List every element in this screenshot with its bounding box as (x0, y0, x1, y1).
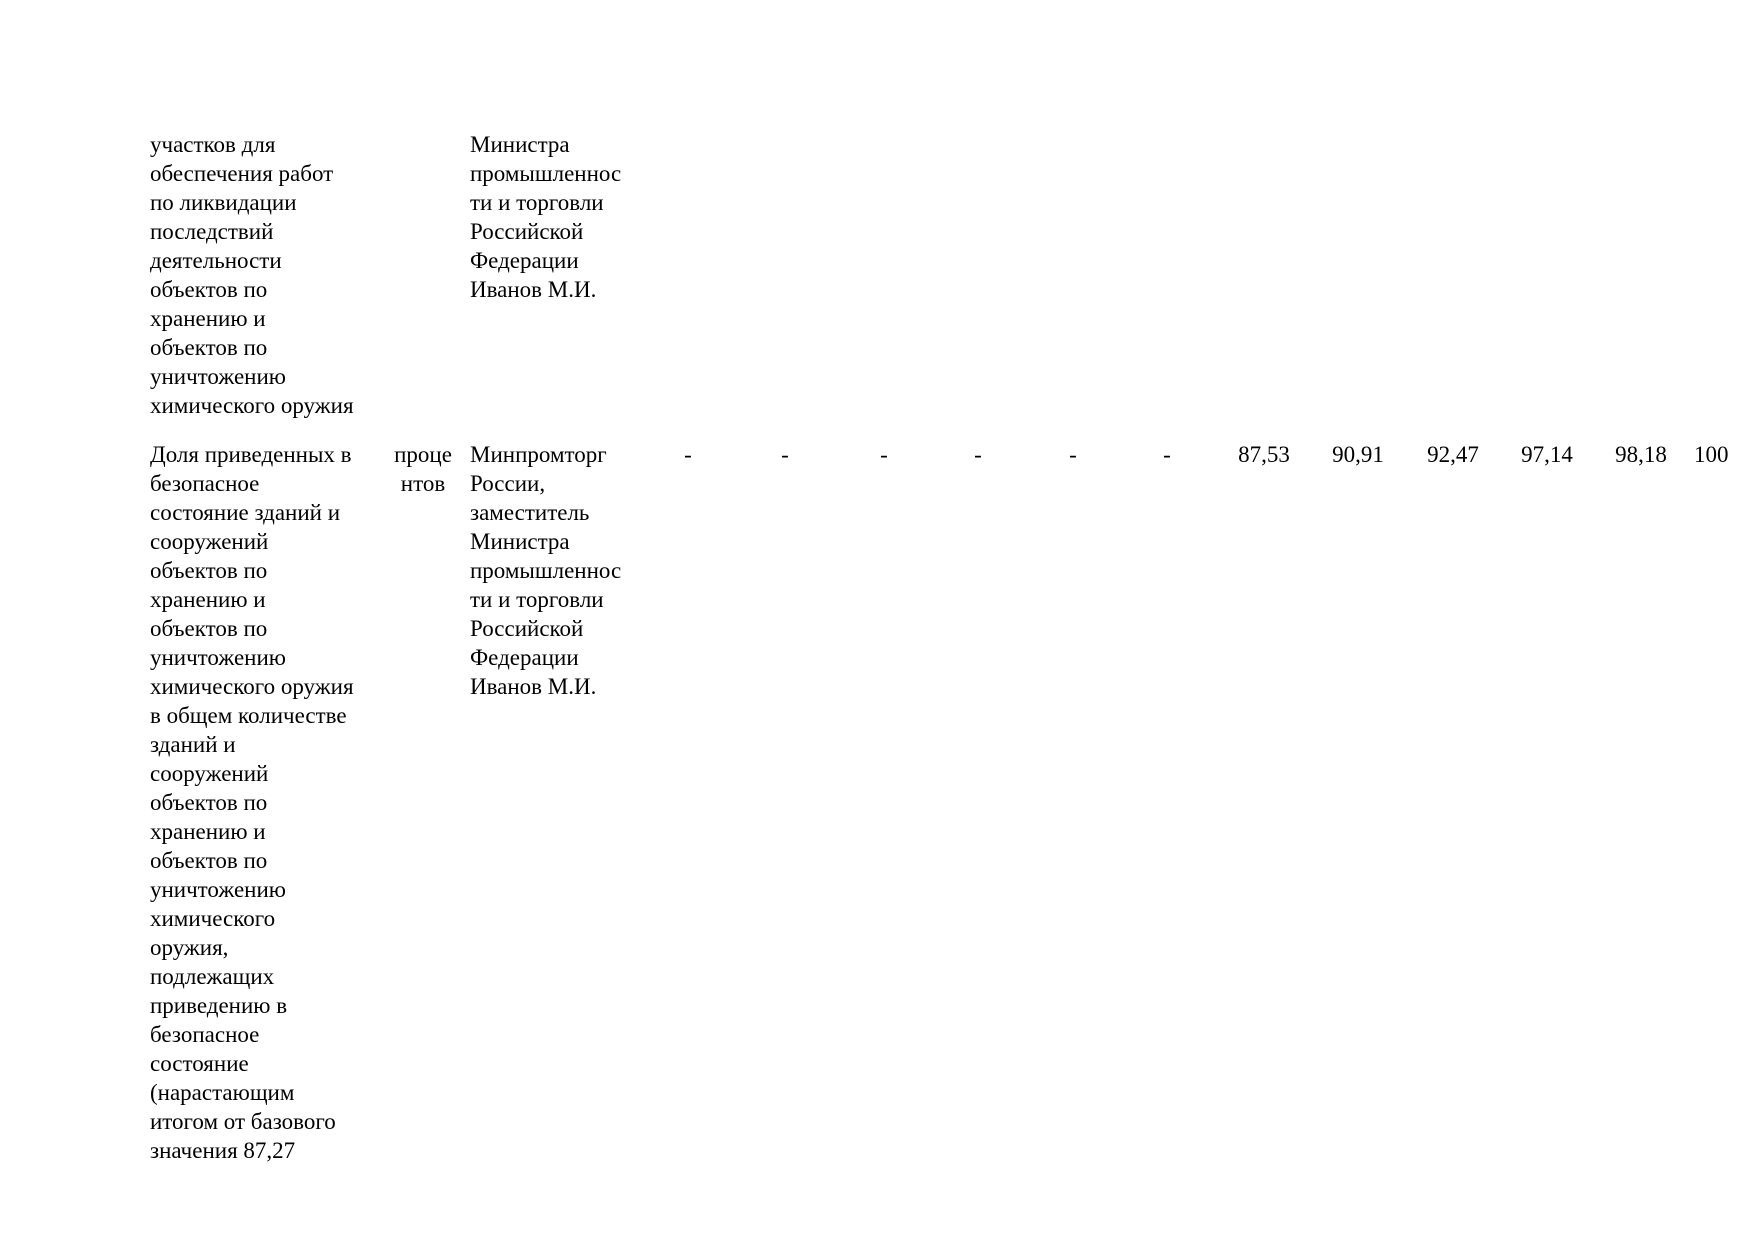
indicator-text-row-1: участков для обеспечения работ по ликвидации последствий деятельности объектов по хранению и объектов по уничтожению химического оружия (150, 132, 354, 418)
value-cell-10: 97,14 (1521, 442, 1573, 467)
value-cell-5: - (1069, 442, 1077, 467)
value-cell-9: 92,47 (1427, 442, 1479, 467)
value-cell-6: - (1163, 442, 1171, 467)
responsible-text-row-2: Минпромторг России, заместитель Министра промышленнос ти и торговли Российской Федерации Иванов М.И. (470, 442, 622, 699)
value-cell-8: 90,91 (1332, 442, 1384, 467)
unit-text-row-2: проце нтов (394, 442, 452, 496)
value-cell-2: - (781, 442, 789, 467)
responsible-text-row-1: Министра промышленнос ти и торговли Российской Федерации Иванов М.И. (470, 132, 622, 302)
value-cell-12: 100 (1694, 442, 1729, 467)
value-cell-3: - (880, 442, 888, 467)
value-cell-4: - (974, 442, 982, 467)
value-cell-7: 87,53 (1238, 442, 1290, 467)
value-cell-1: - (684, 442, 692, 467)
indicator-text-row-2: Доля приведенных в безопасное состояние зданий и сооружений объектов по хранению и объектов по уничтожению химического оружия в общем количестве зданий и сооружений объектов по хранению и объектов по уничтожению химического оружия, подлежащих приведению в безопасное состояние (нарастающим итогом от базового значения 87,27 (150, 442, 354, 1163)
value-cell-11: 98,18 (1615, 442, 1667, 467)
